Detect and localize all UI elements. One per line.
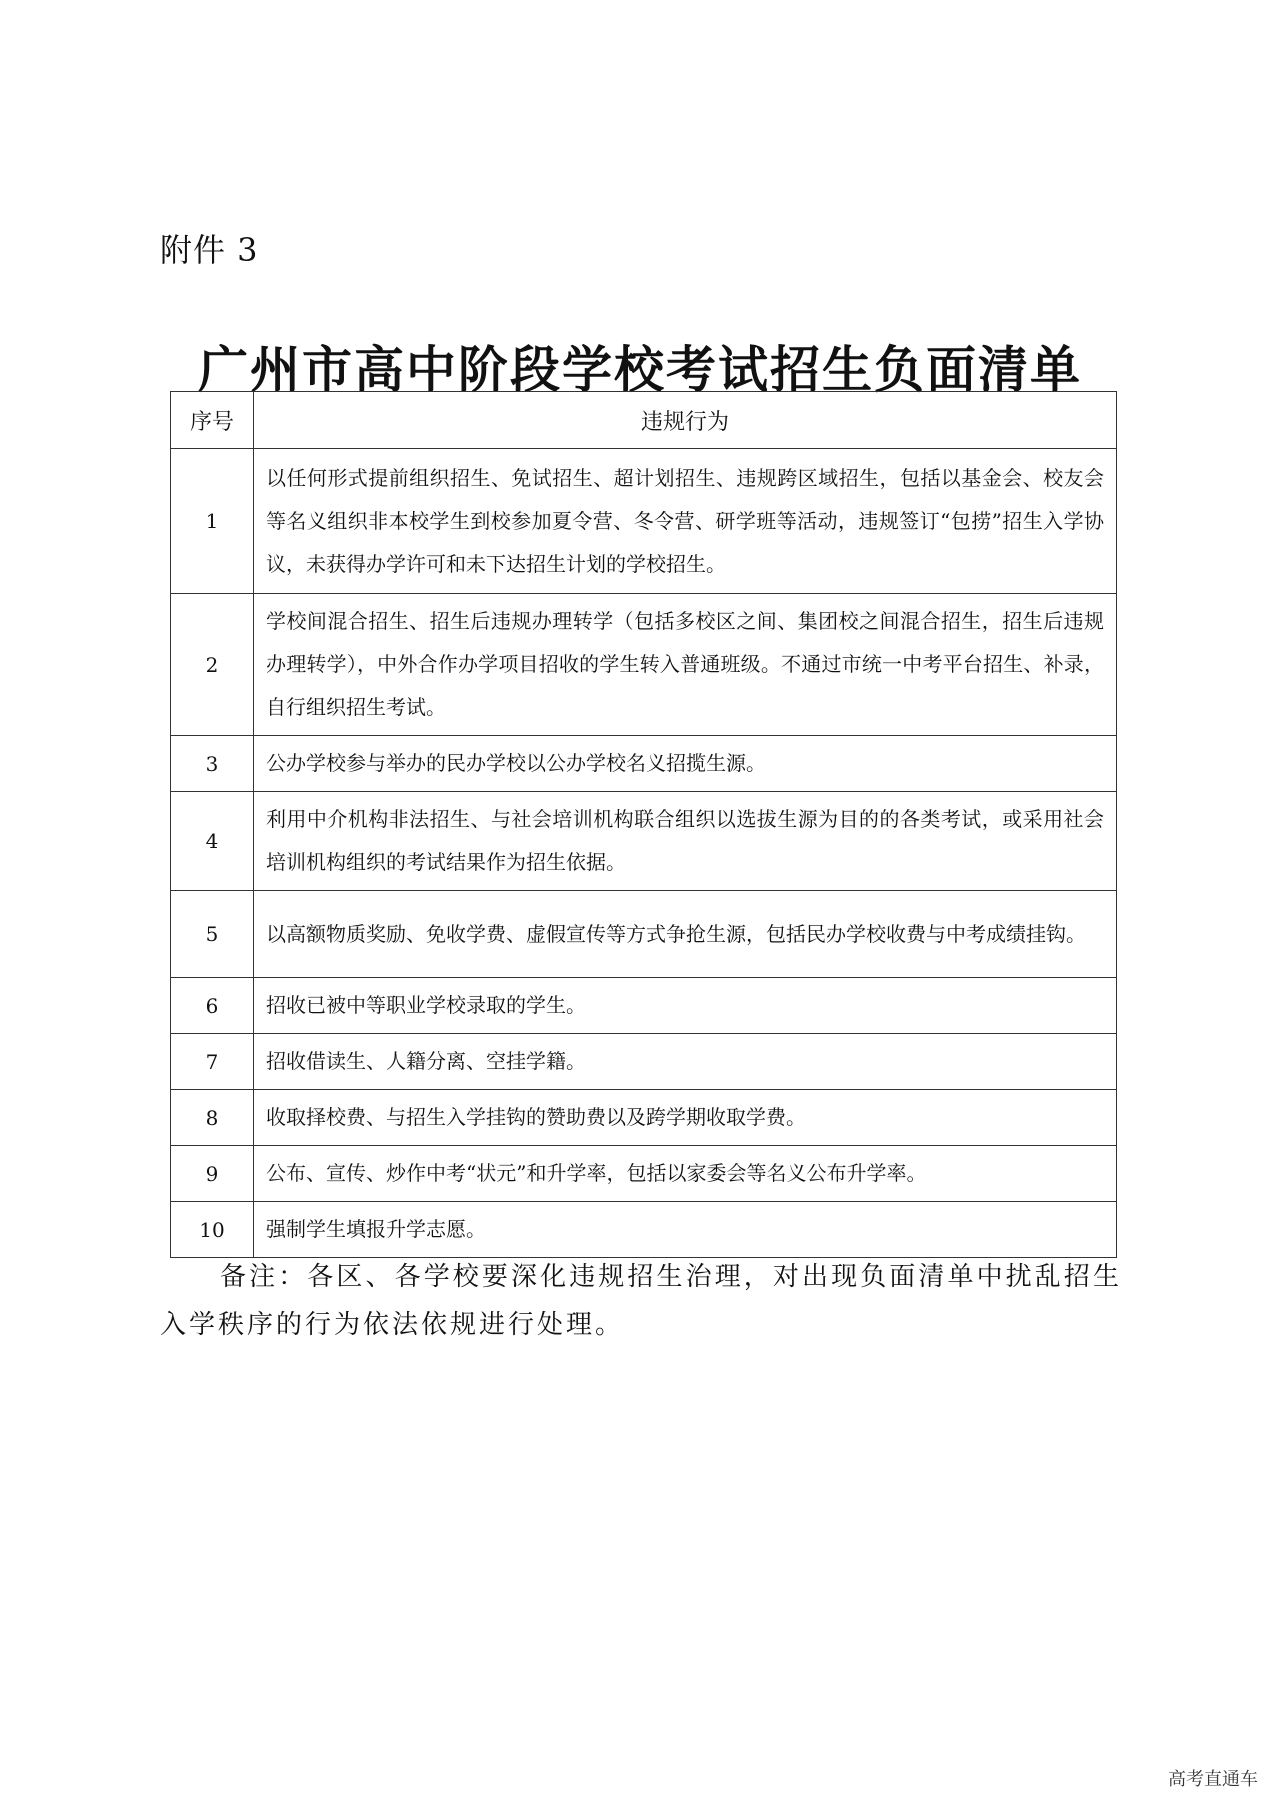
row-text: 招收已被中等职业学校录取的学生。 [254,978,1117,1034]
watermark: 高考直通车 [1168,1769,1258,1790]
row-number: 4 [171,792,254,891]
table-header-row [171,392,1117,449]
row-number: 9 [171,1146,254,1202]
row-number: 6 [171,978,254,1034]
row-text: 利用中介机构非法招生、与社会培训机构联合组织以选拔生源为目的的各类考试，或采用社会培训机构组织的考试结果作为招生依据。 [254,792,1117,891]
row-text: 收取择校费、与招生入学挂钩的赞助费以及跨学期收取学费。 [254,1090,1117,1146]
document-title: 广州市高中阶段学校考试招生负面清单 [198,340,1082,399]
row-number: 1 [171,449,254,594]
row-number: 3 [171,736,254,792]
row-number: 7 [171,1034,254,1090]
row-text: 以任何形式提前组织招生、免试招生、超计划招生、违规跨区域招生，包括以基金会、校友会等名义组织非本校学生到校参加夏令营、冬令营、研学班等活动，违规签订“包捞”招生入学协议，未获得办学许可和未下达招生计划的学校招生。 [254,449,1117,594]
table-row [171,594,1117,736]
table-row [171,736,1117,792]
row-text: 强制学生填报升学志愿。 [254,1202,1117,1258]
table-row [171,1034,1117,1090]
remarks-note: 备注：各区、各学校要深化违规招生治理，对出现负面清单中扰乱招生入学秩序的行为依法依规进行处理。 [160,1262,1122,1340]
row-text: 公办学校参与举办的民办学校以公办学校名义招揽生源。 [254,736,1117,792]
row-text: 学校间混合招生、招生后违规办理转学（包括多校区之间、集团校之间混合招生，招生后违规办理转学），中外合作办学项目招收的学生转入普通班级。不通过市统一中考平台招生、补录，自行组织招生考试。 [254,594,1117,736]
header-no: 序号 [171,392,254,449]
table-row [171,978,1117,1034]
row-number: 2 [171,594,254,736]
table-row [171,1146,1117,1202]
attachment-label: 附件 3 [160,231,259,269]
table-row [171,449,1117,594]
header-violation: 违规行为 [254,392,1117,449]
row-text: 招收借读生、人籍分离、空挂学籍。 [254,1034,1117,1090]
row-number: 8 [171,1090,254,1146]
table-row [171,792,1117,891]
negative-list-table [170,391,1117,1258]
table-row [171,1090,1117,1146]
row-number: 10 [171,1202,254,1258]
row-text: 公布、宣传、炒作中考“状元”和升学率，包括以家委会等名义公布升学率。 [254,1146,1117,1202]
row-text: 以高额物质奖励、免收学费、虚假宣传等方式争抢生源，包括民办学校收费与中考成绩挂钩。 [254,891,1117,978]
table-row [171,1202,1117,1258]
row-number: 5 [171,891,254,978]
table-row [171,891,1117,978]
